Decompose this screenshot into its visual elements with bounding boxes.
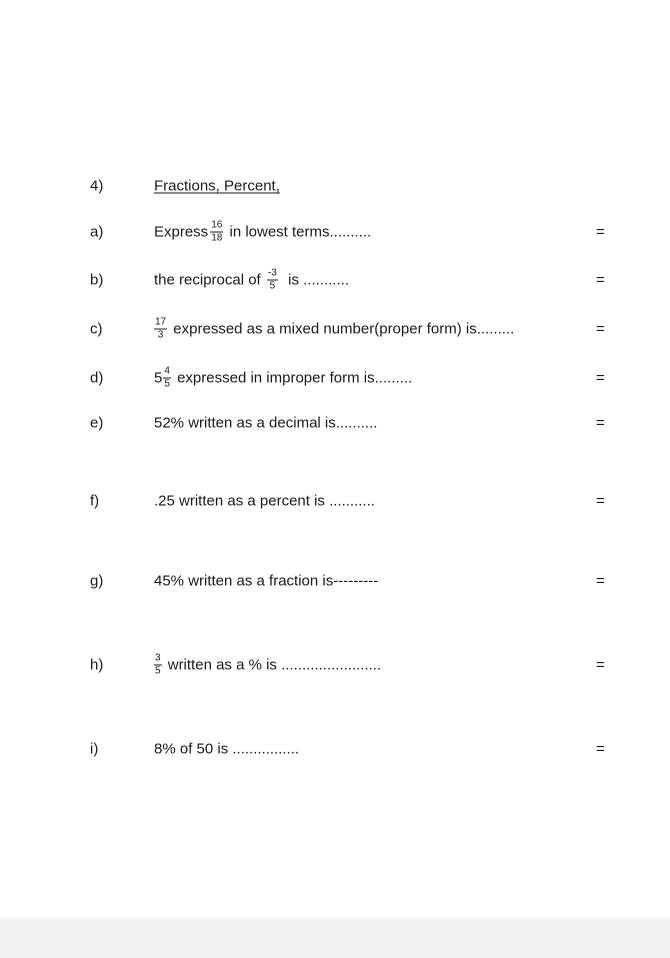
question-text-before: the reciprocal of [154, 271, 265, 289]
equals-sign: = [596, 223, 605, 241]
equals-sign: = [596, 740, 605, 758]
section-number: 4) [90, 177, 104, 195]
fraction [267, 269, 278, 292]
question-label: d) [90, 369, 104, 387]
fraction [210, 221, 223, 244]
question-text [154, 318, 514, 341]
fraction [154, 318, 167, 341]
question-label: f) [90, 492, 100, 510]
question-text-after: written as a % is ........................ [163, 656, 382, 674]
question-text [154, 221, 371, 244]
question-text: 52% written as a decimal is.......... [154, 414, 378, 432]
question-text: 45% written as a fraction is--------- [154, 572, 379, 590]
fraction-denominator: 18 [211, 232, 223, 244]
question-label: b) [90, 271, 104, 289]
question-label: g) [90, 572, 104, 590]
question-label: h) [90, 656, 104, 674]
equals-sign: = [596, 492, 605, 510]
question-label: a) [90, 223, 104, 241]
fraction-numerator: -3 [267, 267, 277, 279]
fraction-numerator: 4 [164, 365, 170, 377]
equals-sign: = [596, 271, 605, 289]
fraction [154, 654, 162, 677]
question-text-after: expressed in improper form is......... [172, 369, 413, 387]
page-bottom-edge [0, 918, 670, 958]
equals-sign: = [596, 414, 605, 432]
fraction-denominator: 5 [164, 378, 170, 390]
fraction-numerator: 16 [211, 219, 223, 231]
question-label: c) [90, 320, 103, 338]
fraction [163, 367, 171, 390]
fraction-numerator: 17 [155, 316, 167, 328]
question-text-before: Express [154, 223, 209, 241]
equals-sign: = [596, 656, 605, 674]
question-text-after: in lowest terms.......... [225, 223, 372, 241]
question-label: i) [90, 740, 99, 758]
question-text [154, 654, 381, 677]
question-label: e) [90, 414, 104, 432]
fraction-denominator: 5 [269, 280, 276, 292]
section-title: Fractions, Percent, [154, 177, 280, 195]
question-text-after: expressed as a mixed number(proper form) is......... [169, 320, 515, 338]
mixed-number-whole: 5 [154, 369, 163, 387]
question-text-after: is ........... [279, 271, 349, 289]
fraction-denominator: 3 [157, 329, 164, 341]
question-text: 8% of 50 is ................ [154, 740, 300, 758]
fraction-denominator: 5 [155, 665, 161, 677]
equals-sign: = [596, 320, 605, 338]
question-text [154, 269, 349, 292]
equals-sign: = [596, 572, 605, 590]
fraction-numerator: 3 [155, 652, 161, 664]
question-text: .25 written as a percent is ........... [154, 492, 375, 510]
question-text [154, 367, 412, 390]
equals-sign: = [596, 369, 605, 387]
